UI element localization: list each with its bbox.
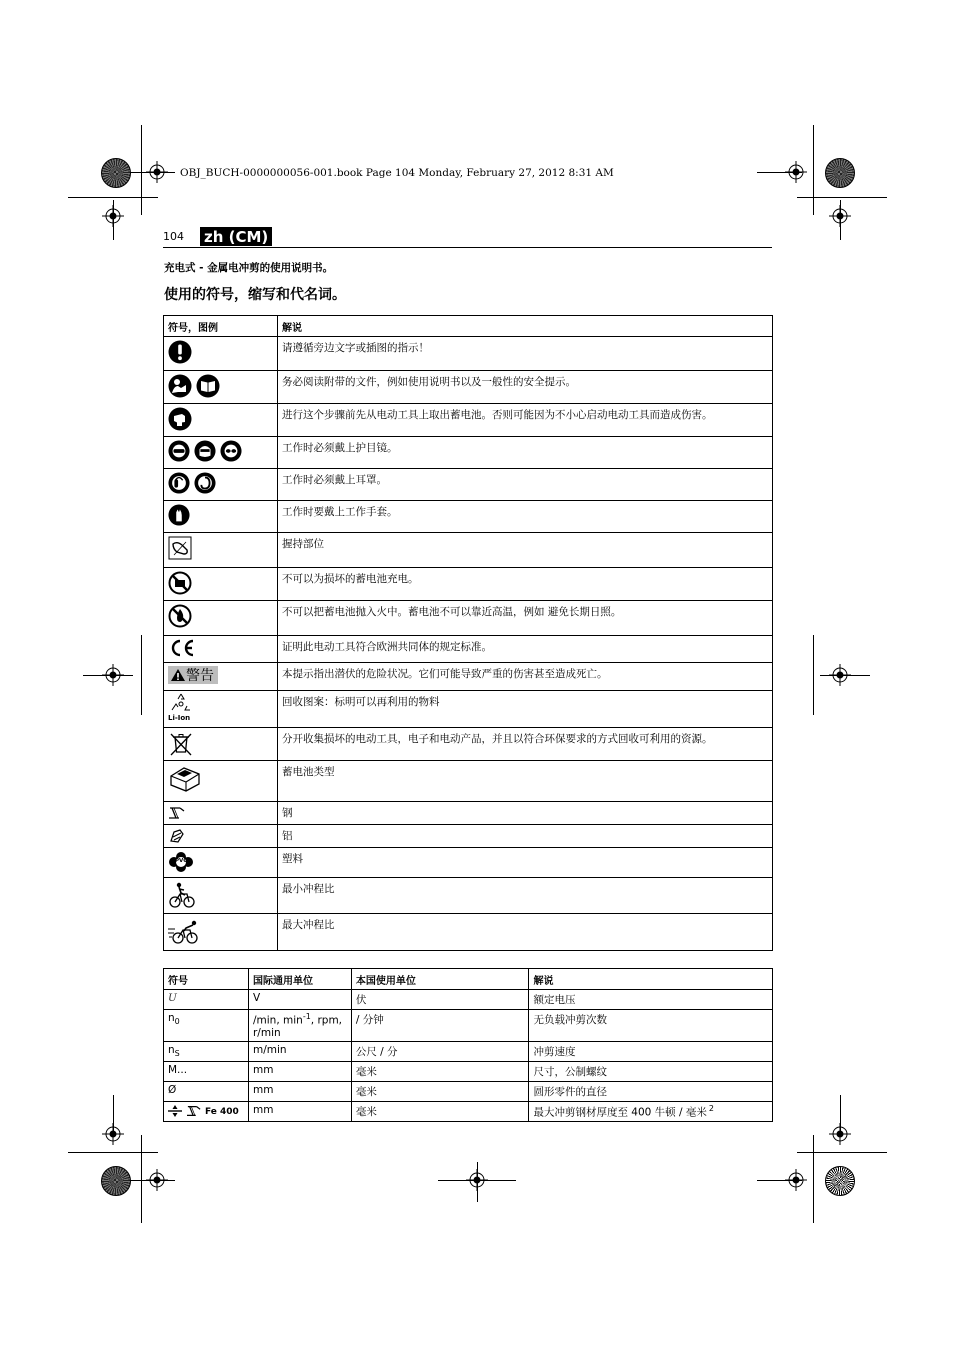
table-row [164,848,773,878]
intl-unit-rest: , rpm, [310,1014,343,1027]
table-row [164,533,773,568]
face-shield-icon [194,440,216,462]
local-unit: 毫米 [351,1101,529,1122]
symbol-description: 请遵循旁边文字或插图的指示！ [278,337,773,371]
no-charging-icon [168,571,192,595]
no-fire-icon [168,604,192,628]
local-unit: 伏 [351,990,529,1010]
unit-description: 额定电压 [529,990,773,1010]
manual-book-icon [196,374,220,398]
intl-unit: /min, min [252,1014,303,1027]
table-row [164,990,773,1010]
document-subtitle: 充电式 - 金属电冲剪的使用说明书。 [164,262,334,274]
table-row [164,568,773,601]
bicycle-slow-icon [168,881,196,909]
crosshair-icon [829,1123,851,1145]
table-row [164,878,773,914]
table-row [164,1041,773,1061]
intl-unit: V [248,990,351,1010]
crosshair-icon [785,1169,807,1191]
intl-unit: mm [248,1101,351,1122]
column-header: 解说 [529,969,773,990]
recycling-icon [168,692,273,714]
unit-description: 冲剪速度 [529,1041,773,1061]
table-row [164,371,773,404]
table-row [164,636,773,663]
table-row [164,437,773,469]
symbol-description: 工作时要戴上工作手套。 [278,501,773,533]
unit-symbol: U [168,992,177,1004]
remove-battery-icon [168,407,192,431]
ce-mark-icon [168,639,196,657]
table-row [164,761,773,802]
symbol-description: 蓄电池类型 [278,761,773,802]
symbol-description: 证明此电动工具符合欧洲共同体的规定标准。 [278,636,773,663]
units-table [163,968,773,1122]
symbol-description: 钢 [278,802,773,825]
unit-symbol: n [168,1012,175,1024]
read-manual-icon [168,374,192,398]
color-rosette-icon [101,158,131,188]
unit-description-superscript: 2 [708,1103,714,1113]
symbol-description: 务必阅读附带的文件，例如使用说明书以及一般性的安全提示。 [278,371,773,404]
language-badge: zh (CM) [200,227,272,246]
intl-unit-superscript: -1 [302,1012,311,1021]
unit-description: 最大冲剪钢材厚度至 400 牛顿 / 毫米 [533,1106,707,1118]
table-row [164,1081,773,1101]
symbol-description: 工作时必须戴上耳罩。 [278,469,773,501]
intl-unit-line2: r/min [252,1026,281,1039]
unit-symbol: M... [164,1061,249,1081]
table-row [164,1061,773,1081]
table-row [164,825,773,848]
exclamation-icon [168,340,192,364]
table-header-row [164,316,773,337]
table-row [164,404,773,437]
crosshair-icon [785,161,807,183]
gloves-icon [168,504,190,526]
page-header [163,226,772,248]
column-header: 解说 [278,316,773,337]
crosshair-icon [829,205,851,227]
thickness-arrow-icon [168,1105,182,1117]
steel-beam-icon [186,1104,202,1118]
unit-symbol-subscript: S [174,1048,180,1058]
local-unit: 毫米 [351,1061,529,1081]
li-ion-label: Li-Ion [168,714,191,722]
symbol-description: 最小冲程比 [278,878,773,914]
local-unit: 公尺 / 分 [351,1041,529,1061]
symbol-description: 工作时必须戴上护目镜。 [278,437,773,469]
column-header: 符号 [164,969,249,990]
crosshair-icon [466,1169,488,1191]
table-row [164,1010,773,1042]
table-row [164,691,773,728]
symbol-description: 铝 [278,825,773,848]
aluminium-icon [168,828,186,844]
symbols-table [163,315,773,951]
symbol-description: 不可以为损坏的蓄电池充电。 [278,568,773,601]
warning-triangle-icon [170,668,186,682]
color-rosette-icon [825,158,855,188]
plastic-pvc-icon [168,851,194,873]
color-rosette-icon [101,1166,131,1196]
table-header-row [164,969,773,990]
table-row [164,914,773,951]
unit-symbol: n [168,1043,175,1056]
table-row [164,501,773,533]
local-unit: / 分钟 [351,1010,529,1042]
crosshair-icon [146,161,168,183]
crosshair-icon [102,664,124,686]
symbol-description: 本提示指出潜伏的危险状况。它们可能导致严重的伤害甚至造成死亡。 [278,663,773,691]
unit-description: 无负载冲剪次数 [529,1010,773,1042]
table-row [164,663,773,691]
unit-symbol-subscript: 0 [174,1017,180,1027]
intl-unit: mm [248,1061,351,1081]
symbol-description: 回收图案：标明可以再利用的物料 [278,691,773,728]
grip-area-icon [168,536,192,560]
color-rosette-icon [825,1166,855,1196]
table-row [164,728,773,761]
symbol-description: 分开收集损坏的电动工具，电子和电动产品，并且以符合环保要求的方式回收可利用的资源。 [278,728,773,761]
warning-label: 警告 [186,668,214,684]
crosshair-icon [829,664,851,686]
symbol-description: 不可以把蓄电池抛入火中。蓄电池不可以靠近高温，例如 避免长期日照。 [278,601,773,636]
table-row [164,469,773,501]
warning-badge [168,666,218,684]
safety-glasses-icon [168,440,190,462]
intl-unit: m/min [248,1041,351,1061]
table-row [164,337,773,371]
crosshair-icon [102,205,124,227]
section-title: 使用的符号，缩写和代名词。 [164,287,346,303]
ear-muffs-icon [168,472,190,494]
pvc-label: PVC [175,858,188,864]
symbol-description: 塑料 [278,848,773,878]
column-header: 国际通用单位 [248,969,351,990]
material-grade-label: Fe 400 [205,1106,239,1117]
goggles-icon [220,440,242,462]
column-header: 符号，图例 [164,316,278,337]
unit-symbol: Ø [164,1081,249,1101]
weee-bin-icon [168,731,194,757]
bicycle-fast-icon [168,917,202,945]
book-info-line: OBJ_BUCH-0000000056-001.book Page 104 Monday, February 27, 2012 8:31 AM [180,167,614,179]
symbol-description: 握持部位 [278,533,773,568]
table-row [164,802,773,825]
column-header: 本国使用单位 [351,969,529,990]
ear-plugs-icon [194,472,216,494]
intl-unit: mm [248,1081,351,1101]
crosshair-icon [146,1169,168,1191]
symbol-description: 最大冲程比 [278,914,773,951]
battery-pack-icon [168,764,202,794]
crosshair-icon [102,1123,124,1145]
symbol-description: 进行这个步骤前先从电动工具上取出蓄电池。否则可能因为不小心启动电动工具而造成伤害。 [278,404,773,437]
table-row [164,1101,773,1122]
local-unit: 毫米 [351,1081,529,1101]
steel-beam-icon [168,805,186,821]
page-number: 104 [163,230,184,243]
unit-description: 尺寸，公制螺纹 [529,1061,773,1081]
table-row [164,601,773,636]
unit-description: 圆形零件的直径 [529,1081,773,1101]
